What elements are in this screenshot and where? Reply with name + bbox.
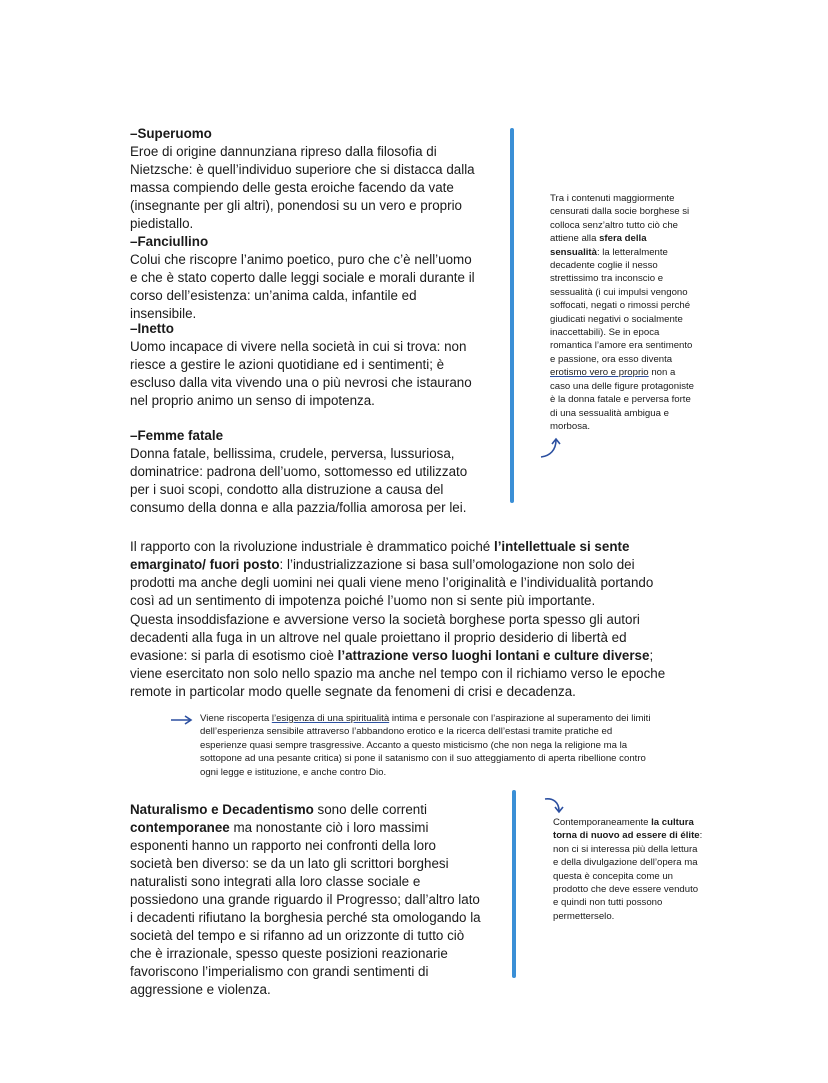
note-text: Tra i contenuti maggiormente censurati dalla socie borghese si colloca senz’altro tutto ciò che attiene alla	[550, 193, 690, 245]
term-body: Eroe di origine dannunziana ripreso dalla filosofia di Nietzsche: è quell’individuo superiore che si distacca dalla massa compiendo delle gesta eroiche facendo da vate (insegnante per gli altri), ponendosi su un vero e proprio piedistallo.	[130, 144, 475, 231]
para-text: ; viene esercitato non solo nello spazio ma anche nel tempo con il richiamo verso le epoche remote in particolar modo quelle segnate da fenomeni di crisi e decadenza.	[130, 648, 666, 699]
term-superuomo	[130, 125, 480, 233]
term-title: –Superuomo	[130, 126, 212, 141]
term-femme-fatale	[130, 427, 480, 517]
para-bold: l’attrazione verso luoghi lontani e culture diverse	[337, 648, 650, 663]
paragraph-esotismo	[130, 611, 670, 701]
paragraph-naturalismo-decadentismo	[130, 801, 482, 999]
note-underlined: erotismo vero e proprio	[550, 367, 649, 379]
paragraph-rivoluzione-industriale	[130, 538, 670, 610]
side-note-cultura-elite	[553, 816, 703, 923]
note-text: Viene riscoperta	[200, 713, 272, 724]
vertical-divider	[512, 790, 516, 978]
note-bold: la cultura torna di nuovo ad essere di élite	[553, 817, 700, 842]
term-body: Colui che riscopre l’animo poetico, puro che c’è nell’uomo e che è stato coperto dalle leggi sociale e morali durante il corso dell’esistenza: un’anima calda, infantile ed insensibile.	[130, 252, 475, 321]
term-title: –Femme fatale	[130, 428, 224, 443]
term-body: Donna fatale, bellissima, crudele, perversa, lussuriosa, dominatrice: padrona dell’uomo, sottomesso ed utilizzato per i suoi scopi, condotto alla distruzione a causa del consumo della donna e alla pazzia/follia amorosa per lei.	[130, 446, 468, 515]
para-text: Il rapporto con la rivoluzione industriale è drammatico poiché	[130, 539, 494, 554]
curved-arrow-down-icon	[543, 796, 567, 816]
term-title: –Fanciullino	[130, 234, 209, 249]
term-fanciullino	[130, 233, 480, 323]
para-text: ma nonostante ciò i loro massimi esponenti hanno un rapporto nei confronti della loro società ben diverso: se da un lato gli scrittori borghesi naturalisti sono integrati alla loro classe sociale e possiedono una grande riguardo il Progresso; dall’altro lato i decadenti rifiutano la borghesia perché sta omologando la società del tempo e si rifanno ad un orizzonte di tutto ciò che è irrazionale, spesso queste posizioni reazionarie favoriscono l’imperialismo con grandi sentimenti di aggressione e violenza.	[130, 820, 481, 997]
note-text: intima e personale con l’aspirazione al superamento dei limiti dell’esperienza sensibile attraverso l’abbandono erotico e la ricerca dell’estasi tramite pratiche ed esperienze quasi sempre trasgressive. Accanto a questo misticismo (che non nega la religione ma la sottopone ad una pesante critica) si pone il satanismo con il suo atteggiamento di aperta ribellione contro ogni legge e istituzione, e anche contro Dio.	[200, 713, 651, 778]
para-text: sono delle correnti	[313, 802, 427, 817]
para-bold: Naturalismo e Decadentismo	[130, 802, 314, 817]
term-inetto	[130, 320, 480, 410]
note-text: non a caso una delle figure protagoniste è la donna fatale e perversa forte di una sessualità ambigua e morbosa.	[550, 367, 695, 432]
note-text: : non ci si interessa più della lettura e della divulgazione dell’opera ma questa è concepita come un prodotto che deve essere venduto e quindi non tutti possono permetterselo.	[553, 830, 703, 922]
note-bold: sfera della sensualità	[550, 233, 647, 258]
term-body: Uomo incapace di vivere nella società in cui si trova: non riesce a gestire le azioni quotidiane ed i sentimenti; è escluso dalla vita vivendo una o più nevrosi che istaurano nel proprio animo un senso di impotenza.	[130, 339, 472, 408]
note-spiritualita	[200, 712, 660, 779]
para-text: Questa insoddisfazione e avversione verso la società borghese porta spesso gli autori decadenti alla fuga in un altrove nel quale proiettano il proprio desiderio di libertà ed evasione: si parla di esotismo cioè	[130, 612, 640, 663]
side-note-sensualita	[550, 192, 698, 433]
para-bold: contemporanee	[130, 820, 230, 835]
note-text: Contemporaneamente	[553, 817, 652, 828]
term-title: –Inetto	[130, 321, 174, 336]
arrow-right-icon	[170, 714, 194, 726]
para-bold: l’intellettuale si sente emarginato/ fuori posto	[130, 539, 630, 572]
note-underlined: l’esigenza di una spiritualità	[271, 713, 390, 724]
vertical-divider	[510, 128, 514, 503]
note-text: : la letteralmente decadente coglie il nesso strettissimo tra inconscio e sessualità (i cui impulsi vengono soffocati, negati o rimossi perché giudicati negativi o socialmente inaccettabili). Se in epoca romantica l’amore era sentimento e passione, ora esso diventa	[550, 246, 693, 365]
curved-arrow-icon	[538, 436, 564, 460]
para-text: : l’industrializzazione si basa sull’omologazione non solo dei prodotti ma anche degli uomini nei quali viene meno l’originalità e l’individualità portando così ad un sentimento di impotenza poiché l’uomo non si sente più importante.	[130, 557, 654, 608]
